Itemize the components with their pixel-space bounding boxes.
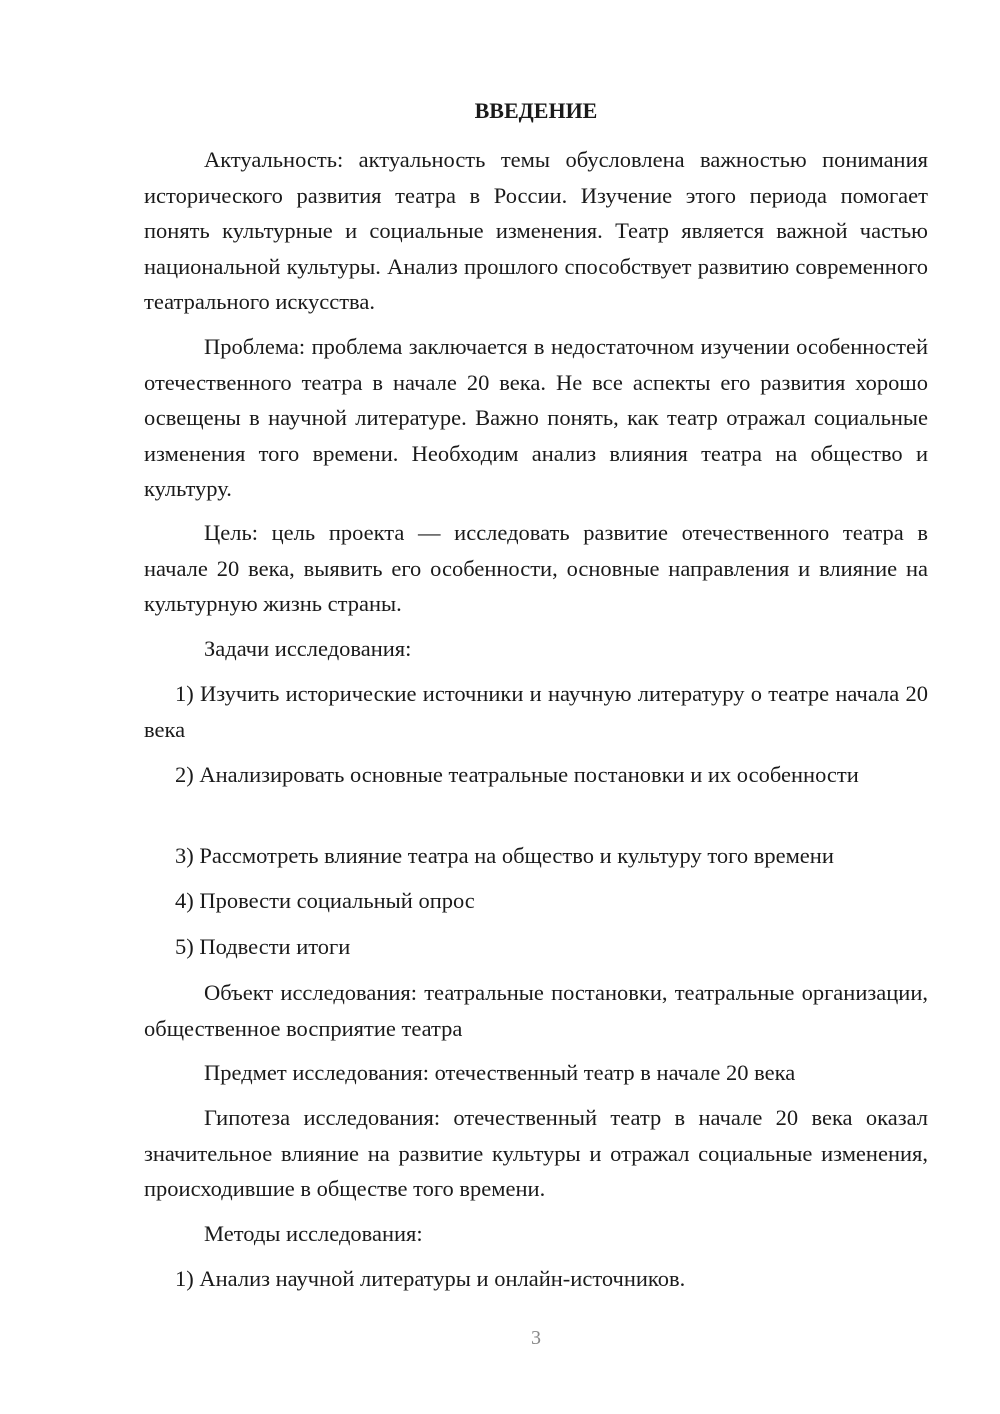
relevance-paragraph: Актуальность: актуальность темы обусловлена важностью понимания исторического развития театра в России. Изучение этого периода помогает понять культурные и социальные изменения. Театр является важной частью национальной культуры. Анализ прошлого способствует развитию современного театрального искусства. <box>144 147 928 314</box>
subject-paragraph: Предмет исследования: отечественный театр в начале 20 века <box>204 1060 796 1085</box>
page-number: 3 <box>531 1327 541 1349</box>
object-paragraph: Объект исследования: театральные постановки, театральные организации, общественное восприятие театра <box>144 980 928 1041</box>
goal-paragraph: Цель: цель проекта — исследовать развитие отечественного театра в начале 20 века, выявить его особенности, основные направления и влияние на культурную жизнь страны. <box>144 520 928 616</box>
task-item-2: 2) Анализировать основные театральные постановки и их особенности <box>175 762 859 787</box>
hypothesis-paragraph: Гипотеза исследования: отечественный театр в начале 20 века оказал значительное влияние на развитие культуры и отражал социальные изменения, происходившие в обществе того времени. <box>144 1105 928 1201</box>
tasks-heading: Задачи исследования: <box>204 636 412 661</box>
task-item-5: 5) Подвести итоги <box>175 934 351 959</box>
task-item-4: 4) Провести социальный опрос <box>175 888 475 913</box>
task-item-3: 3) Рассмотреть влияние театра на общество и культуру того времени <box>175 843 834 868</box>
method-item-1: 1) Анализ научной литературы и онлайн-источников. <box>175 1266 686 1291</box>
page-title: ВВЕДЕНИЕ <box>474 98 598 123</box>
task-item-1: 1) Изучить исторические источники и научную литературу о театре начала 20 века <box>144 681 928 742</box>
methods-heading: Методы исследования: <box>204 1221 423 1246</box>
problem-paragraph: Проблема: проблема заключается в недостаточном изучении особенностей отечественного театра в начале 20 века. Не все аспекты его развития хорошо освещены в научной литературе. Важно понять, как театр отражал социальные изменения того времени. Необходим анализ влияния театра на общество и культуру. <box>144 334 928 501</box>
